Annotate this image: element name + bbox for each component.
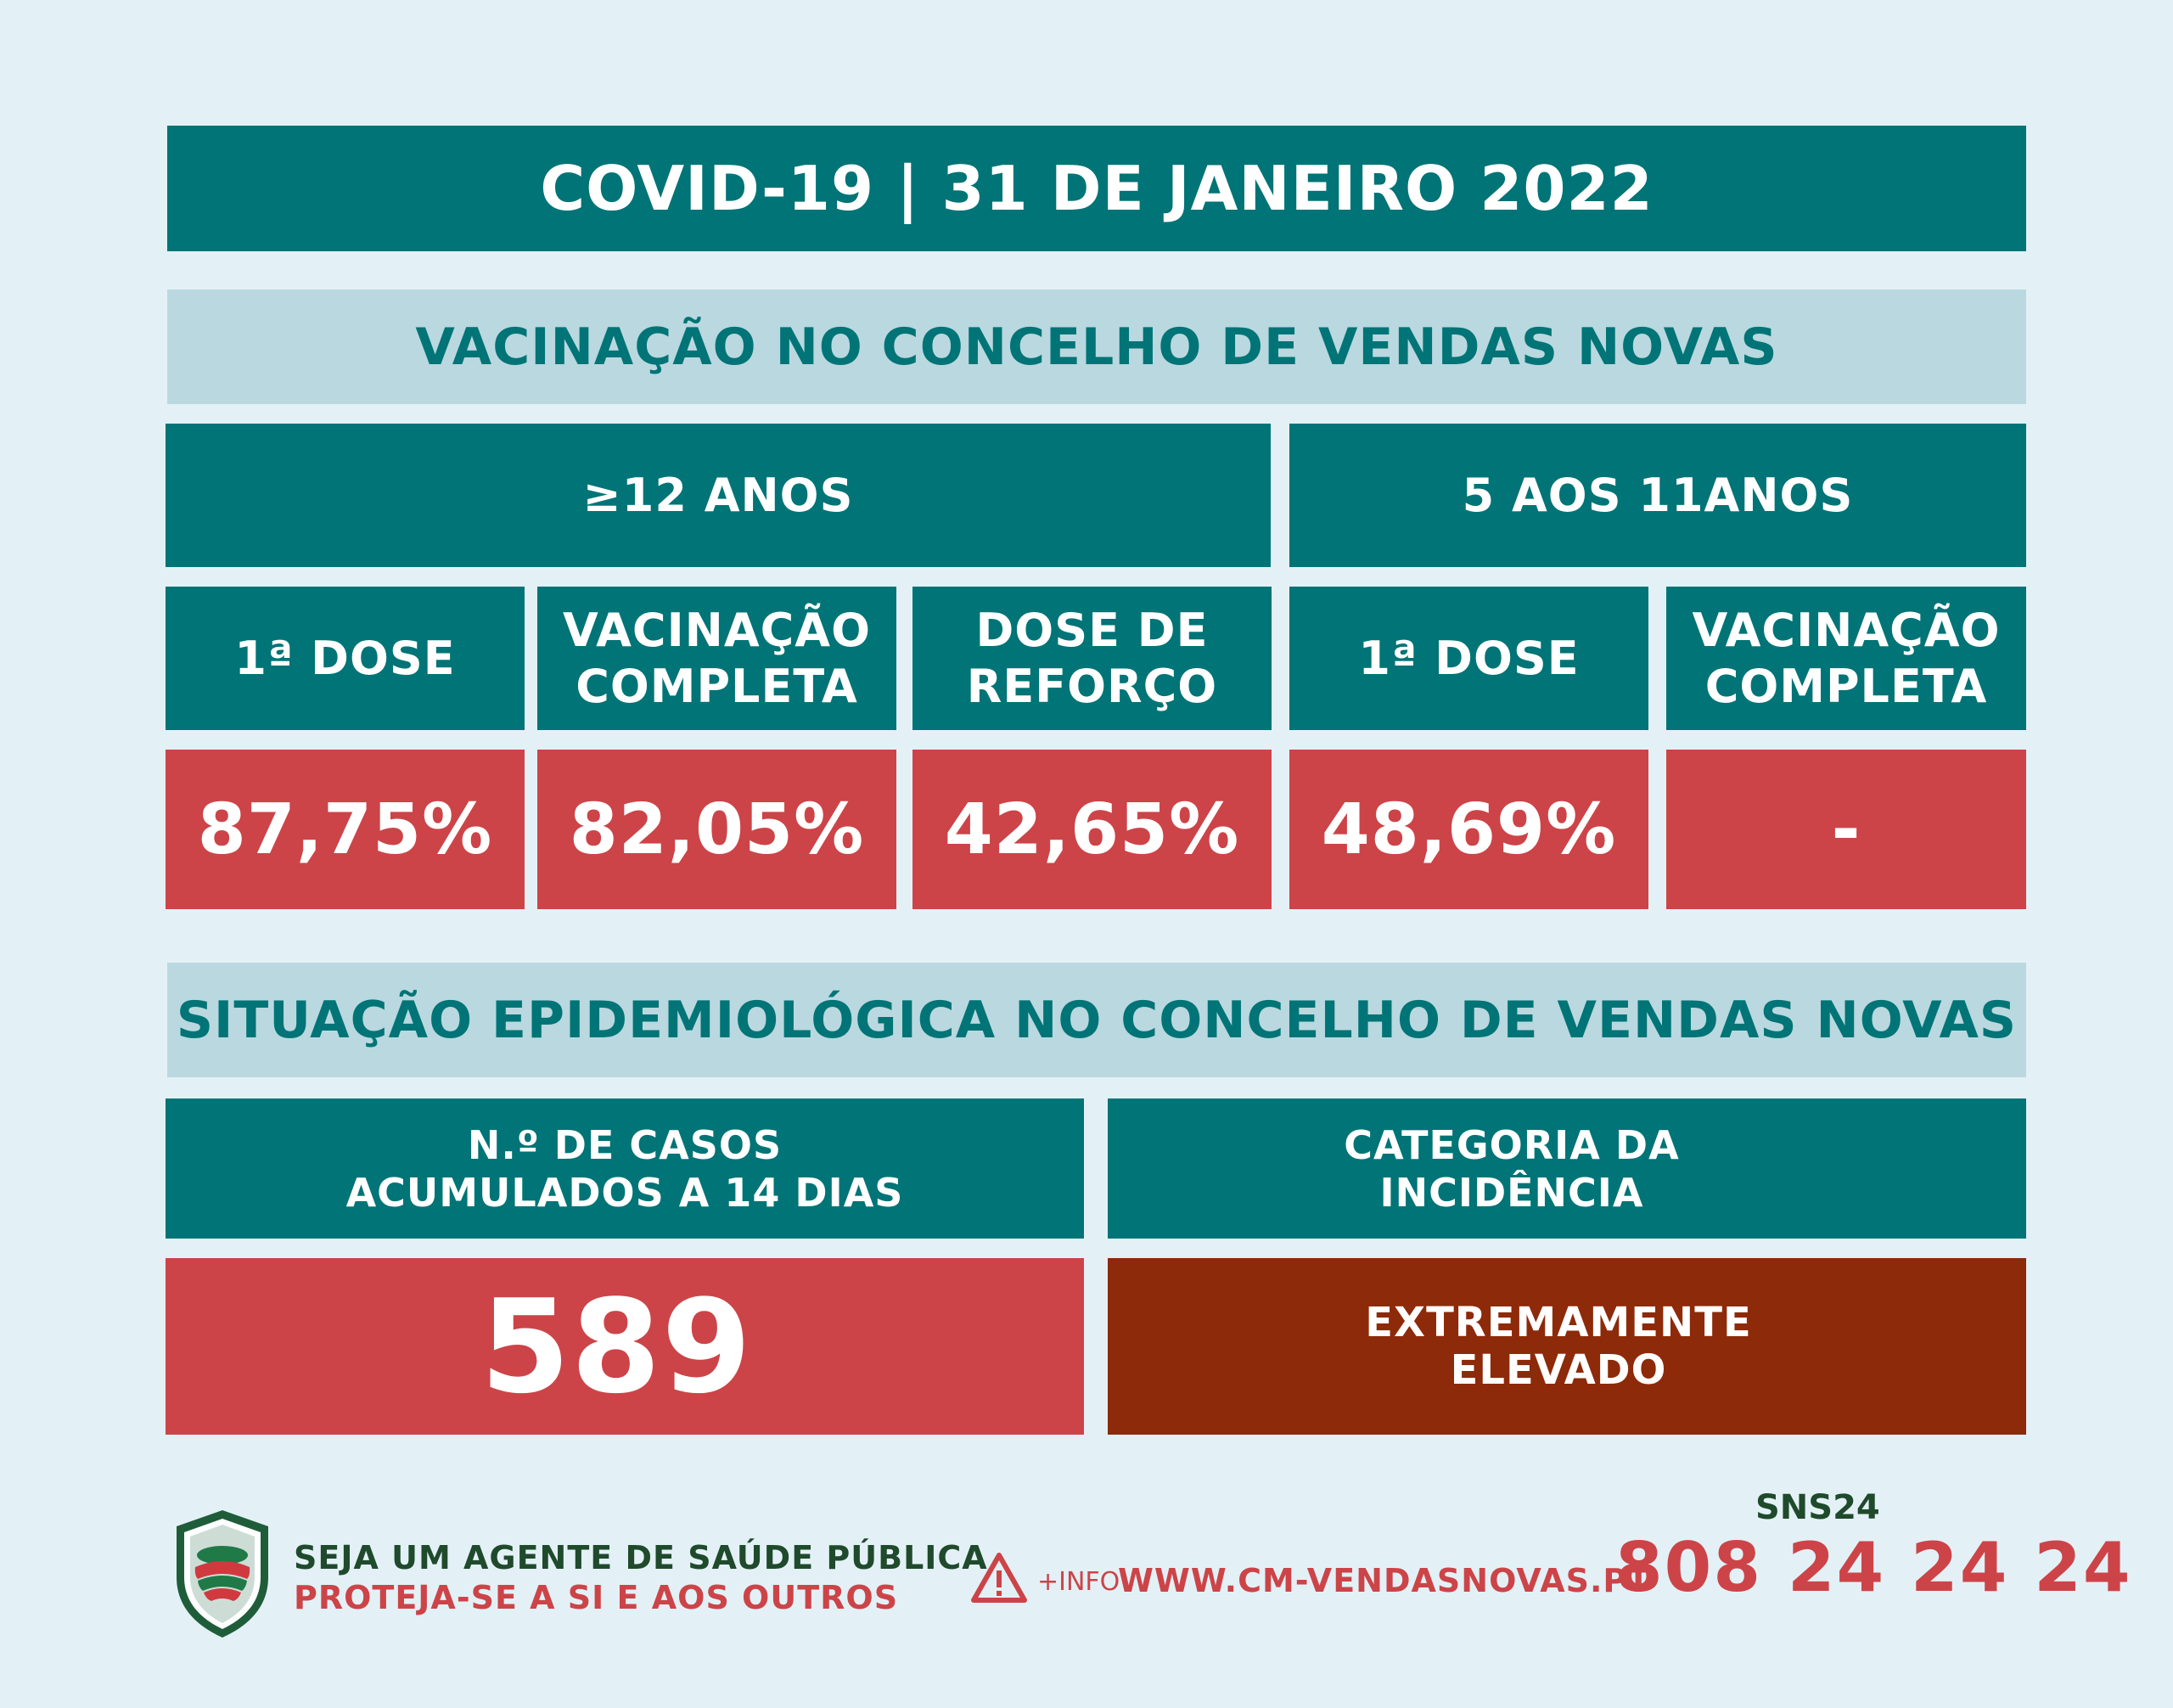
category-header-line: INCIDÊNCIA [1379,1169,1644,1216]
website-link[interactable]: WWW.CM-VENDASNOVAS.PT [1118,1562,1651,1599]
value-booster-12 [912,750,1272,909]
dose-header-complete-12 [537,587,896,730]
dose-header-complete-5-11 [1666,587,2026,730]
age-group-label: 5 AOS 11ANOS [1462,469,1854,522]
vaccination-heading-band [167,289,2026,404]
category-value-line: EXTREMAMENTE [1365,1299,1752,1346]
dose-header-first-12 [166,587,525,730]
page-title: COVID-19 | 31 DE JANEIRO 2022 [540,153,1654,224]
dose-header-first-5-11 [1289,587,1648,730]
value-first-12 [166,750,525,909]
slogan-line-2: PROTEJA-SE A SI E AOS OUTROS [294,1579,899,1616]
age-group-5-11 [1289,424,2026,567]
dose-header-line: DOSE DE [975,603,1209,657]
dose-header-line: VACINAÇÃO [1692,603,2001,657]
percentage-value: 42,65% [944,789,1240,870]
cases-header [166,1098,1084,1239]
category-value-box [1108,1258,2026,1435]
dose-header-line: 1ª DOSE [1358,631,1580,685]
cases-value-box [166,1258,1084,1435]
cases-value: 589 [480,1271,753,1422]
age-group-label: ≥12 ANOS [582,469,854,522]
dose-header-booster-12 [912,587,1272,730]
category-value-line: ELEVADO [1450,1346,1667,1394]
sns-phone: 808 24 24 24 [1615,1528,2132,1607]
value-complete-12 [537,750,896,909]
dose-header-line: COMPLETA [576,659,858,713]
title-banner [167,126,2026,251]
warning-icon [970,1552,1028,1604]
percentage-value: 48,69% [1321,789,1617,870]
age-group-12-plus [166,424,1271,567]
vaccination-heading: VACINAÇÃO NO CONCELHO DE VENDAS NOVAS [415,317,1778,377]
value-complete-5-11 [1666,750,2026,909]
category-header-line: CATEGORIA DA [1344,1121,1680,1168]
dose-header-line: COMPLETA [1704,659,1988,713]
percentage-value: 87,75% [197,789,493,870]
category-header [1108,1098,2026,1239]
value-first-5-11 [1289,750,1648,909]
cases-header-line: N.º DE CASOS [467,1121,783,1168]
shield-icon [172,1508,272,1640]
shield-logo [172,1508,272,1640]
epidemiology-heading-band [167,963,2026,1077]
dose-header-line: 1ª DOSE [234,631,456,685]
dose-header-line: REFORÇO [966,659,1218,713]
info-prefix: +INFO [1037,1567,1120,1597]
epidemiology-heading: SITUAÇÃO EPIDEMIOLÓGICA NO CONCELHO DE VENDAS NOVAS [176,990,2018,1050]
cases-header-line: ACUMULADOS A 14 DIAS [345,1169,904,1216]
percentage-value: 82,05% [569,789,865,870]
sns-label: SNS24 [1755,1488,1880,1527]
dose-header-line: VACINAÇÃO [563,603,871,657]
slogan-line-1: SEJA UM AGENTE DE SAÚDE PÚBLICA [294,1539,988,1576]
percentage-value: - [1831,789,1861,870]
